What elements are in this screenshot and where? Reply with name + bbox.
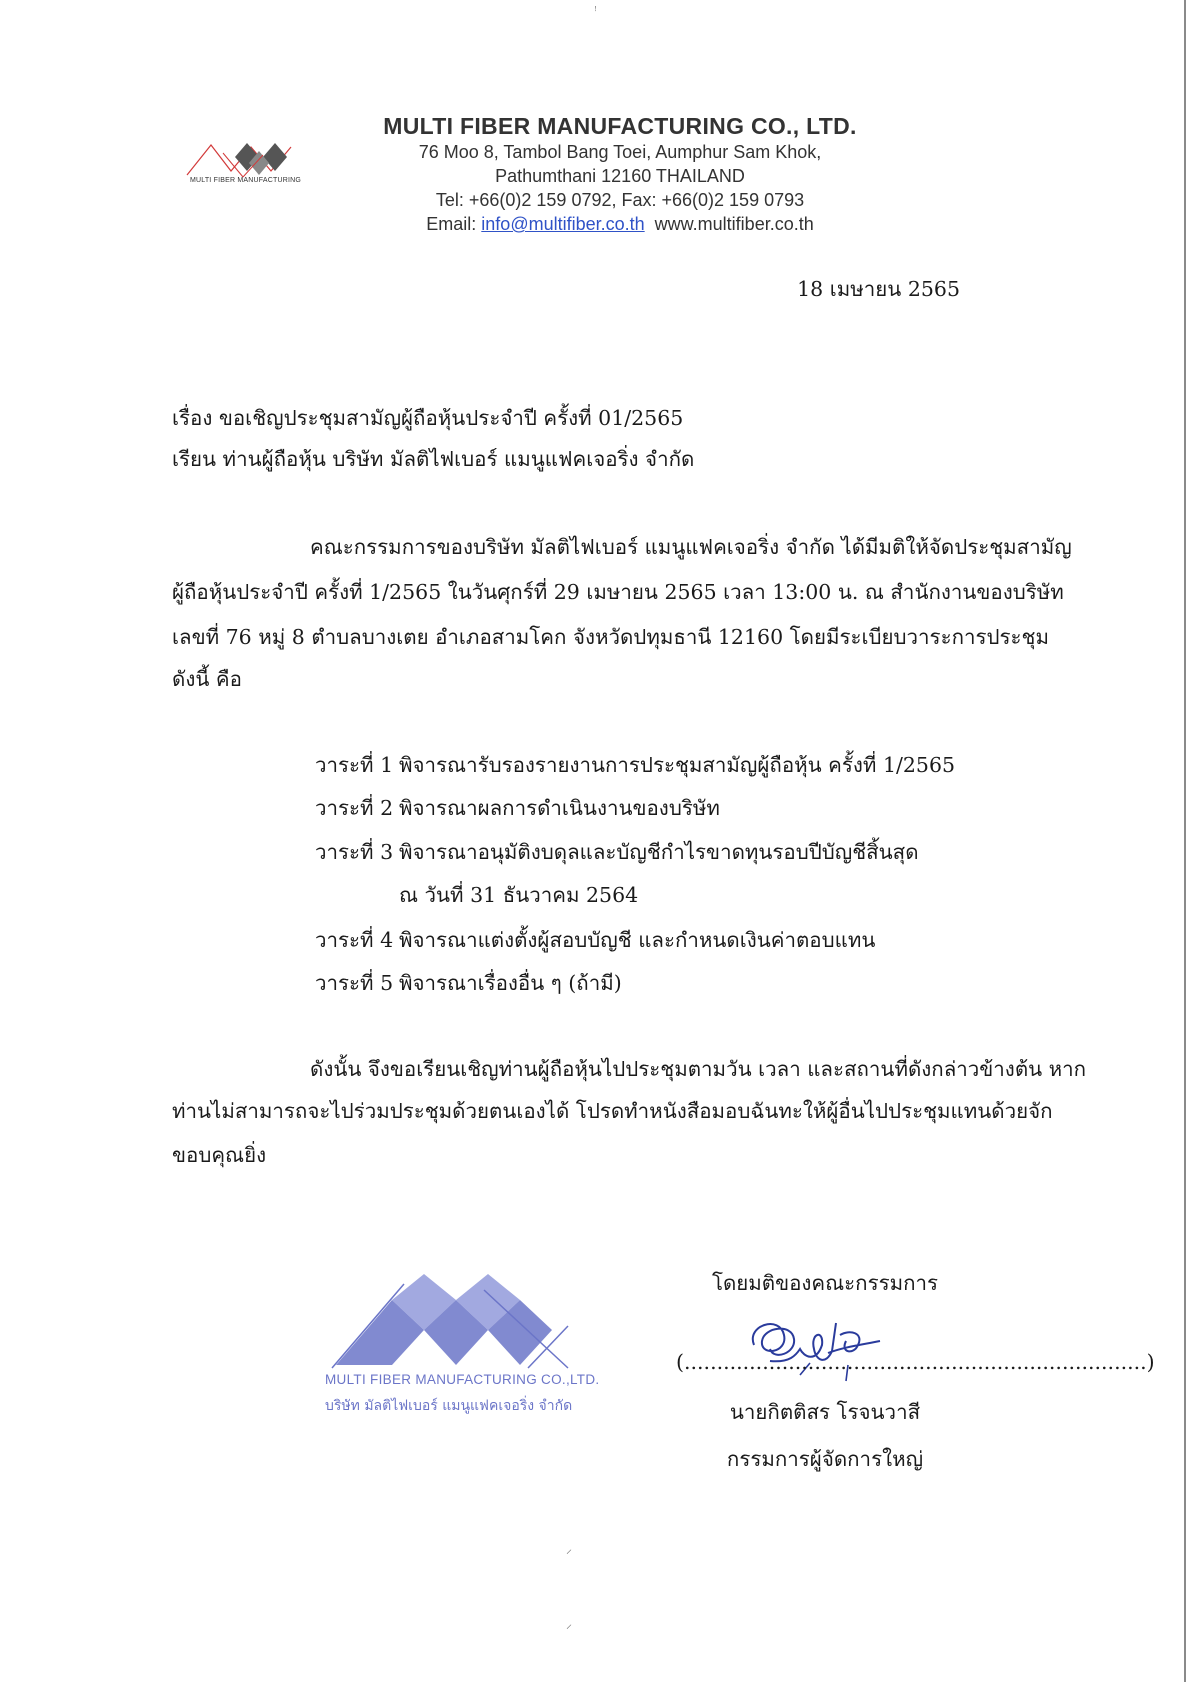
paragraph2-line1: ดังนั้น จึงขอเรียนเชิญท่านผู้ถือหุ้นไปประชุมตามวัน เวลา และสถานที่ดังกล่าวข้างต้น หาก [310,1057,1087,1081]
agenda-text: พิจารณาแต่งตั้งผู้สอบบัญชี และกำหนดเงินค่าตอบแทน [399,928,876,952]
agenda-label: วาระที่ 1 [315,753,394,777]
agenda-text: พิจารณาผลการดำเนินงานของบริษัท [399,796,720,820]
address-line-2: Pathumthani 12160 THAILAND [495,166,745,186]
stamp-thai: บริษัท มัลติไฟเบอร์ แมนูแฟคเจอริ่ง จำกัด [325,1398,573,1414]
agenda-text: พิจารณาอนุมัติงบดุลและบัญชีกำไรขาดทุนรอบปีบัญชีสิ้นสุด [399,840,919,864]
agenda-label: วาระที่ 4 [315,928,394,952]
scan-mark: ⸝ [566,1617,573,1631]
phone-fax: Tel: +66(0)2 159 0792, Fax: +66(0)2 159 0793 [435,190,805,210]
agenda-list [315,749,955,1010]
agenda-text: ณ วันที่ 31 ธันวาคม 2564 [399,883,639,907]
paragraph2-line2: ท่านไม่สามารถจะไปร่วมประชุมด้วยตนเองได้ โปรดทำหนังสือมอบฉันทะให้ผู้อื่นไปประชุมแทนด้วยจัก [172,1099,1053,1123]
page-edge [1184,0,1186,1682]
agenda-item [315,967,955,1010]
agenda-label: วาระที่ 3 [315,840,394,864]
by-resolution: โดยมติของคณะกรรมการ [711,1271,939,1295]
subject-line: เรื่อง ขอเชิญประชุมสามัญผู้ถือหุ้นประจำปี ครั้งที่ 01/2565 [172,406,684,430]
agenda-label: วาระที่ 2 [315,796,394,820]
agenda-item [315,924,955,967]
company-stamp [328,1270,573,1370]
paragraph2-line3: ขอบคุณยิ่ง [172,1143,267,1167]
signer-name: นายกิตติสร โรจนวาสี [729,1400,921,1424]
company-name: MULTI FIBER MANUFACTURING CO., LTD. [383,113,857,139]
agenda-item [315,749,955,792]
agenda-label: วาระที่ 5 [315,971,394,995]
agenda-text: พิจารณาเรื่องอื่น ๆ (ถ้ามี) [399,971,622,995]
website[interactable]: www.multifiber.co.th [654,214,814,234]
logo-caption: MULTI FIBER MANUFACTURING [189,177,302,184]
email-link[interactable]: info@multifiber.co.th [481,214,645,234]
signature-line: (.......................................................................) [676,1350,1155,1374]
agenda-label [315,879,399,924]
stamp-english: MULTI FIBER MANUFACTURING CO.,LTD. [325,1372,600,1387]
paragraph1-line3: เลขที่ 76 หมู่ 8 ตำบลบางเตย อำเภอสามโคก จังหวัดปทุมธานี 12160 โดยมีระเบียบวาระการประชุม [172,625,1049,649]
paragraph1-line2: ผู้ถือหุ้นประจำปี ครั้งที่ 1/2565 ในวันศุกร์ที่ 29 เมษายน 2565 เวลา 13:00 น. ณ สำนักงานของบริษัท [172,580,1064,604]
address-line-1: 76 Moo 8, Tambol Bang Toei, Aumphur Sam Khok, [418,142,822,162]
contact-line [340,212,900,236]
scan-mark: ꜝ [594,4,598,18]
agenda-item [315,836,955,879]
paragraph1-line4: ดังนี้ คือ [172,667,242,691]
scan-mark: ⸝ [566,1542,573,1556]
signer-title: กรรมการผู้จัดการใหญ่ [726,1447,924,1471]
recipient-line: เรียน ท่านผู้ถือหุ้น บริษัท มัลติไฟเบอร์ แมนูแฟคเจอริ่ง จำกัด [172,447,695,471]
letter-date: 18 เมษายน 2565 [797,277,960,301]
letterhead [340,113,900,236]
agenda-text: พิจารณารับรองรายงานการประชุมสามัญผู้ถือหุ้น ครั้งที่ 1/2565 [399,753,956,777]
agenda-item [315,792,955,836]
agenda-item-continuation [315,879,955,924]
email-label: Email: [426,214,477,234]
paragraph1-line1: คณะกรรมการของบริษัท มัลติไฟเบอร์ แมนูแฟคเจอริ่ง จำกัด ได้มีมติให้จัดประชุมสามัญ [310,535,1072,559]
